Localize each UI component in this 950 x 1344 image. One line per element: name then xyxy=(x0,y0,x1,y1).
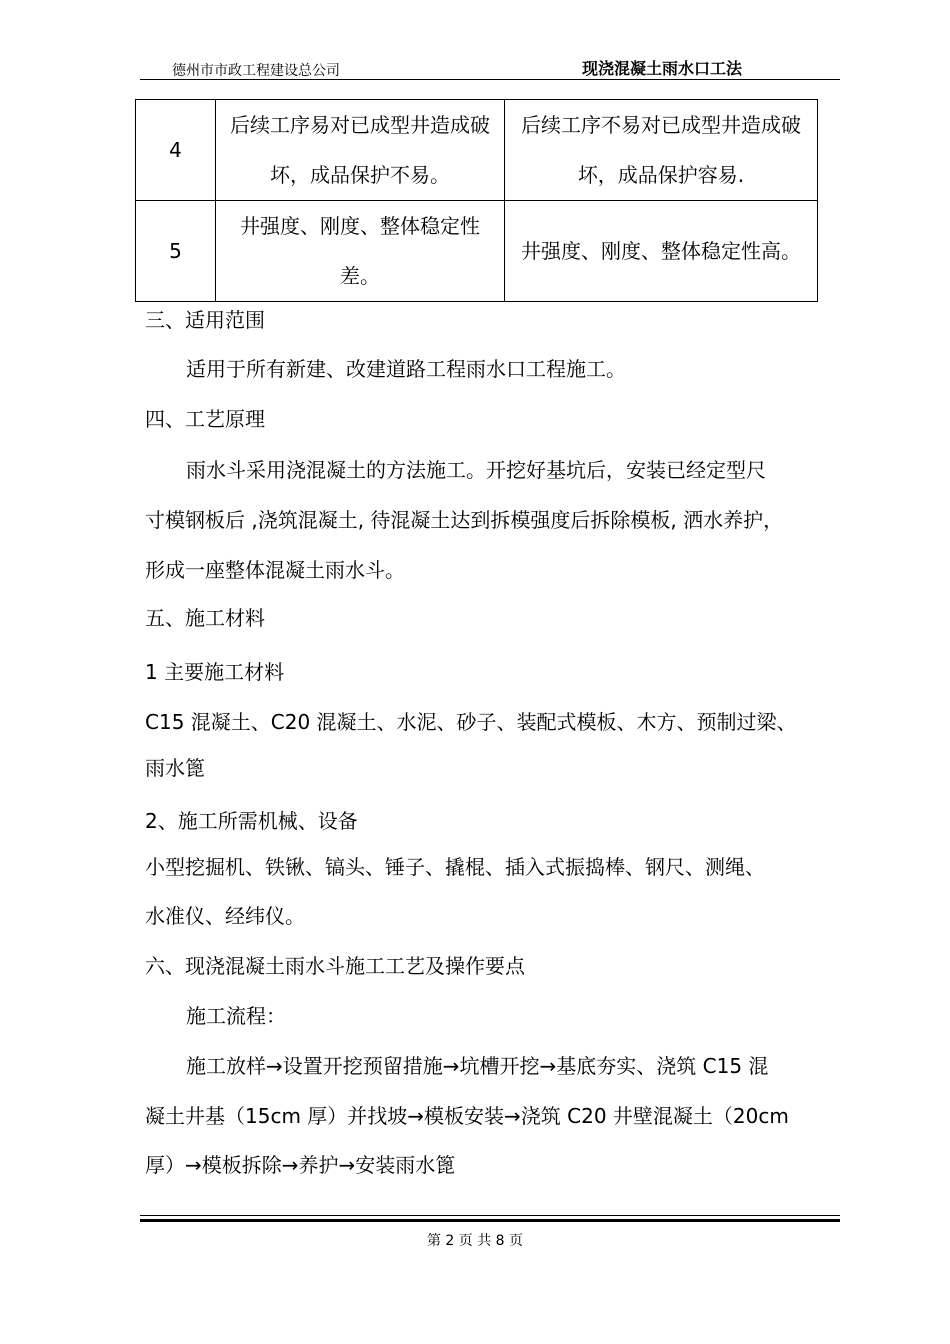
paragraph-line: 水准仪、经纬仪。 xyxy=(145,904,305,928)
section-title: 四、工艺原理 xyxy=(145,407,265,431)
table-row xyxy=(136,201,818,302)
footer-rule xyxy=(140,1215,840,1216)
paragraph: 适用于所有新建、改建道路工程雨水口工程施工。 xyxy=(186,357,626,381)
paragraph-line: 雨水篦 xyxy=(145,756,205,780)
paragraph-line: 雨水斗采用浇混凝土的方法施工。开挖好基坑后，安装已经定型尺 xyxy=(186,458,766,482)
paragraph-line: 厚）→模板拆除→养护→安装雨水篦 xyxy=(145,1153,456,1177)
cell-traditional: 后续工序易对已成型井造成破坏，成品保护不易。 xyxy=(216,100,505,201)
paragraph-line: 施工放样→设置开挖预留措施→坑槽开挖→基底夯实、浇筑 C15 混 xyxy=(186,1054,769,1078)
comparison-table xyxy=(135,99,818,302)
paragraph-line: 形成一座整体混凝土雨水斗。 xyxy=(145,558,405,582)
header-rule xyxy=(140,79,840,80)
page-number: 第 2 页 共 8 页 xyxy=(426,1233,524,1249)
paragraph-line: 小型挖掘机、铁锹、镐头、锤子、撬棍、插入式振捣棒、钢尺、测绳、 xyxy=(145,855,765,879)
header-company: 德州市市政工程建设总公司 xyxy=(172,63,340,79)
paragraph-line: C15 混凝土、C20 混凝土、水泥、砂子、装配式模板、木方、预制过梁、 xyxy=(145,710,797,734)
row-number: 4 xyxy=(136,100,216,201)
section-title: 三、适用范围 xyxy=(145,308,265,332)
subsection-title: 1 主要施工材料 xyxy=(145,660,285,684)
flow-label: 施工流程： xyxy=(186,1004,286,1028)
cell-traditional: 井强度、刚度、整体稳定性差。 xyxy=(216,201,505,302)
section-title: 六、现浇混凝土雨水斗施工工艺及操作要点 xyxy=(145,954,525,978)
paragraph-line: 寸模钢板后 ,浇筑混凝土, 待混凝土达到拆模强度后拆除模板, 洒水养护， xyxy=(145,508,784,532)
subsection-title: 2、施工所需机械、设备 xyxy=(145,809,358,833)
paragraph-line: 凝土井基（15cm 厚）并找坡→模板安装→浇筑 C20 井壁混凝土（20cm xyxy=(145,1104,789,1128)
header-doc-title: 现浇混凝土雨水口工法 xyxy=(582,59,743,78)
section-title: 五、施工材料 xyxy=(145,606,265,630)
cell-new-method: 井强度、刚度、整体稳定性高。 xyxy=(505,201,818,302)
cell-new-method: 后续工序不易对已成型井造成破坏，成品保护容易. xyxy=(505,100,818,201)
footer-rule-thick xyxy=(140,1219,840,1222)
table-row xyxy=(136,100,818,201)
row-number: 5 xyxy=(136,201,216,302)
